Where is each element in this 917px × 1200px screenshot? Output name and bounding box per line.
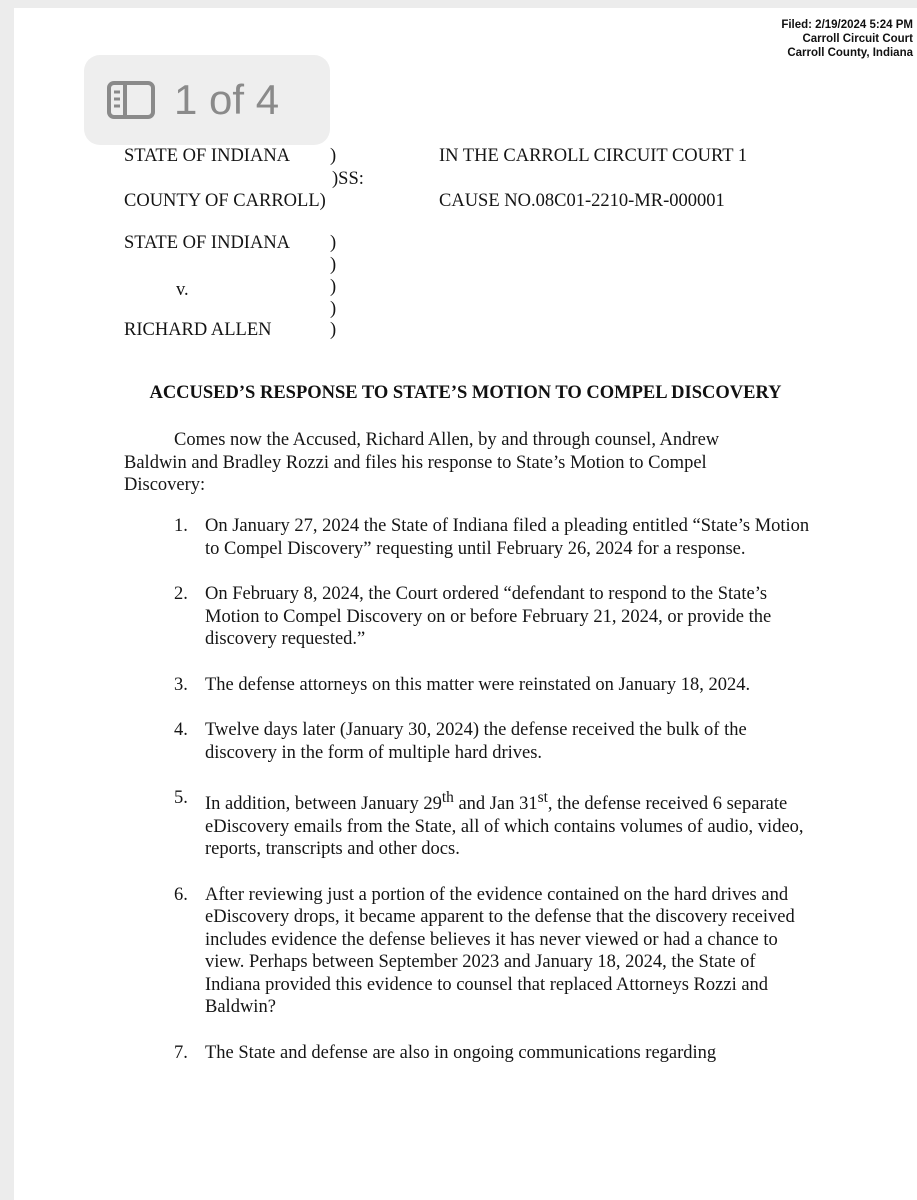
- item-text: [205, 789, 804, 860]
- filed-stamp: [781, 18, 913, 60]
- caption-ss: )SS:: [332, 169, 364, 189]
- document-title: ACCUSED’S RESPONSE TO STATE’S MOTION TO COMPEL DISCOVERY: [149, 383, 782, 403]
- item-number: 6.: [174, 884, 188, 905]
- caption-versus: v.: [176, 280, 189, 300]
- list-item: [162, 884, 812, 1019]
- item-text-part: , the defense received 6 separate eDiscovery emails from the State, all of which contains volumes of audio, video, reports, transcripts and other docs.: [205, 794, 804, 860]
- item-number: 2.: [174, 584, 188, 604]
- item-text: Twelve days later (January 30, 2024) the defense received the bulk of the discovery in the form of multiple hard drives.: [205, 720, 747, 763]
- caption-paren: ): [330, 255, 337, 275]
- caption-paren: ): [330, 299, 337, 319]
- page-indicator[interactable]: [84, 55, 330, 145]
- caption-paren: ): [330, 146, 337, 166]
- item-number: 1.: [174, 516, 188, 536]
- list-item: [162, 719, 812, 764]
- list-item: [162, 787, 812, 861]
- item-number: 7.: [174, 1042, 188, 1063]
- sidebar-panel-icon: [106, 80, 156, 120]
- caption-paren: ): [330, 233, 337, 253]
- intro-line: Discovery:: [124, 475, 206, 495]
- numbered-list: [162, 515, 812, 1087]
- document-page: [14, 8, 917, 1200]
- caption-state-venue: STATE OF INDIANA: [124, 146, 291, 166]
- list-item: [162, 583, 812, 651]
- caption-cause-number: CAUSE NO.08C01-2210-MR-000001: [439, 191, 725, 211]
- item-text: After reviewing just a portion of the evidence contained on the hard drives and eDiscovery drops, it became apparent to the defense that the discovery received includes evidence the defense believes it has never viewed or had a chance to view. Perhaps between September 2023 and January 18, 2024, the State of Indiana provided this evidence to counsel that replaced Attorneys Rozzi and Baldwin?: [205, 884, 795, 1018]
- item-text: The State and defense are also in ongoing communications regarding: [205, 1042, 717, 1063]
- page-count-label: 1 of 4: [174, 76, 280, 123]
- caption-paren: ): [330, 277, 337, 297]
- caption-county-venue: COUNTY OF CARROLL): [124, 191, 326, 211]
- item-number: 3.: [174, 674, 188, 695]
- ordinal-suffix: th: [441, 789, 454, 806]
- caption-court: IN THE CARROLL CIRCUIT COURT 1: [439, 146, 748, 166]
- caption-defendant: RICHARD ALLEN: [124, 320, 272, 340]
- item-number: 5.: [174, 788, 188, 808]
- intro-paragraph: [124, 429, 814, 497]
- filed-date: Filed: 2/19/2024 5:24 PM: [781, 19, 913, 31]
- item-text-part: and Jan 31: [453, 794, 538, 815]
- caption-plaintiff: STATE OF INDIANA: [124, 233, 291, 253]
- filed-court: Carroll Circuit Court: [802, 33, 913, 45]
- item-text: On February 8, 2024, the Court ordered “defendant to respond to the State’s Motion to Compel Discovery on or before February 21, 2024, or provide the discovery requested.”: [205, 584, 772, 649]
- ordinal-suffix: st: [537, 789, 548, 806]
- item-number: 4.: [174, 720, 188, 740]
- item-text-part: In addition, between January 29: [205, 794, 442, 815]
- item-text: The defense attorneys on this matter were reinstated on January 18, 2024.: [205, 674, 751, 695]
- list-item: [162, 674, 812, 697]
- item-text: On January 27, 2024 the State of Indiana filed a pleading entitled “State’s Motion to Compel Discovery” requesting until February 26, 2024 for a response.: [205, 516, 810, 559]
- filed-county: Carroll County, Indiana: [787, 47, 913, 59]
- intro-line: Comes now the Accused, Richard Allen, by and through counsel, Andrew: [174, 430, 720, 450]
- list-item: [162, 1042, 812, 1065]
- intro-line: Baldwin and Bradley Rozzi and files his response to State’s Motion to Compel: [124, 452, 707, 473]
- caption-paren: ): [330, 320, 337, 340]
- list-item: [162, 515, 812, 560]
